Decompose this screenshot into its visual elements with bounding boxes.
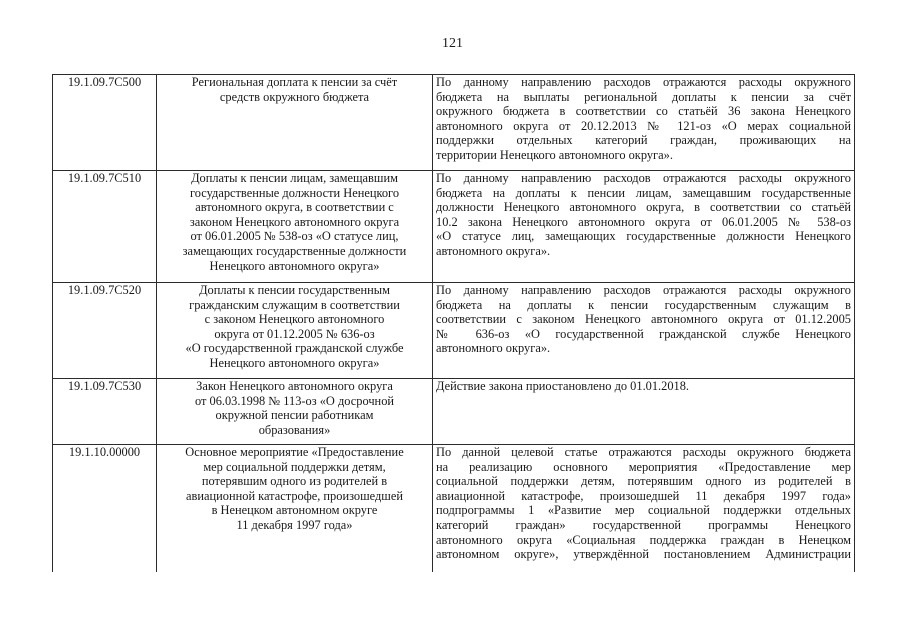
table-row [53, 283, 855, 379]
table-row [53, 171, 855, 283]
target-article-name: Доплаты к пенсии лицам, замещавшим государственные должности Ненецкого автономного округа, в соответствии с законом Ненецкого автономного округа от 06.01.2005 № 538-оз «О статусе лиц, замещающих государственные должности Ненецкого автономного округа» [157, 171, 433, 283]
budget-classification-table [52, 74, 855, 572]
table-row [53, 379, 855, 445]
table-row [53, 445, 855, 573]
target-article-code: 19.1.09.7С530 [53, 379, 157, 445]
target-article-code: 19.1.09.7С510 [53, 171, 157, 283]
target-article-name: Доплаты к пенсии государственным гражданским служащим в соответствии с законом Ненецкого автономного округа от 01.12.2005 № 636-оз «О государственной гражданской службе Ненецкого автономного округа» [157, 283, 433, 379]
target-article-name: Закон Ненецкого автономного округа от 06.03.1998 № 113-оз «О досрочной окружной пенсии работникам образования» [157, 379, 433, 445]
target-article-description: Действие закона приостановлено до 01.01.2018. [433, 379, 855, 445]
target-article-description: По данной целевой статье отражаются расходы окружного бюджета на реализацию основного мероприятия «Предоставление мер социальной поддержки детям, потерявшим одного из родителей в авиационной катастрофе, произошедшей 11 декабря 1997 года» подпрограммы 1 «Развитие мер социальной поддержки отдельных категорий граждан» государственной программы Ненецкого автономного округа «Социальная поддержка граждан в Ненецком автономном округе», утверждённой постановлением Администрации [433, 445, 855, 573]
target-article-code: 19.1.10.00000 [53, 445, 157, 573]
target-article-description: По данному направлению расходов отражаются расходы окружного бюджета на доплаты к пенсии государственным служащим в соответствии с законом Ненецкого автономного округа от 01.12.2005 № 636-оз «О государственной гражданской службе Ненецкого автономного округа». [433, 283, 855, 379]
target-article-name: Основное мероприятие «Предоставление мер социальной поддержки детям, потерявшим одного из родителей в авиационной катастрофе, произошедшей в Ненецком автономном округе 11 декабря 1997 года» [157, 445, 433, 573]
target-article-code: 19.1.09.7С500 [53, 75, 157, 171]
target-article-code: 19.1.09.7С520 [53, 283, 157, 379]
target-article-description: По данному направлению расходов отражаются расходы окружного бюджета на выплаты региональной доплаты к пенсии за счёт окружного бюджета в соответствии со статьёй 36 закона Ненецкого автономного округа от 20.12.2013 № 121-оз «О мерах социальной поддержки отдельных категорий граждан, проживающих на территории Ненецкого автономного округа». [433, 75, 855, 171]
page-number: 121 [442, 36, 463, 51]
target-article-description: По данному направлению расходов отражаются расходы окружного бюджета на доплаты к пенсии лицам, замещавшим государственные должности Ненецкого автономного округа, в соответствии со статьёй 10.2 закона Ненецкого автономного округа от 06.01.2005 № 538-оз «О статусе лиц, замещающих государственные должности Ненецкого автономного округа». [433, 171, 855, 283]
table-row [53, 75, 855, 171]
target-article-name: Региональная доплата к пенсии за счёт средств окружного бюджета [157, 75, 433, 171]
